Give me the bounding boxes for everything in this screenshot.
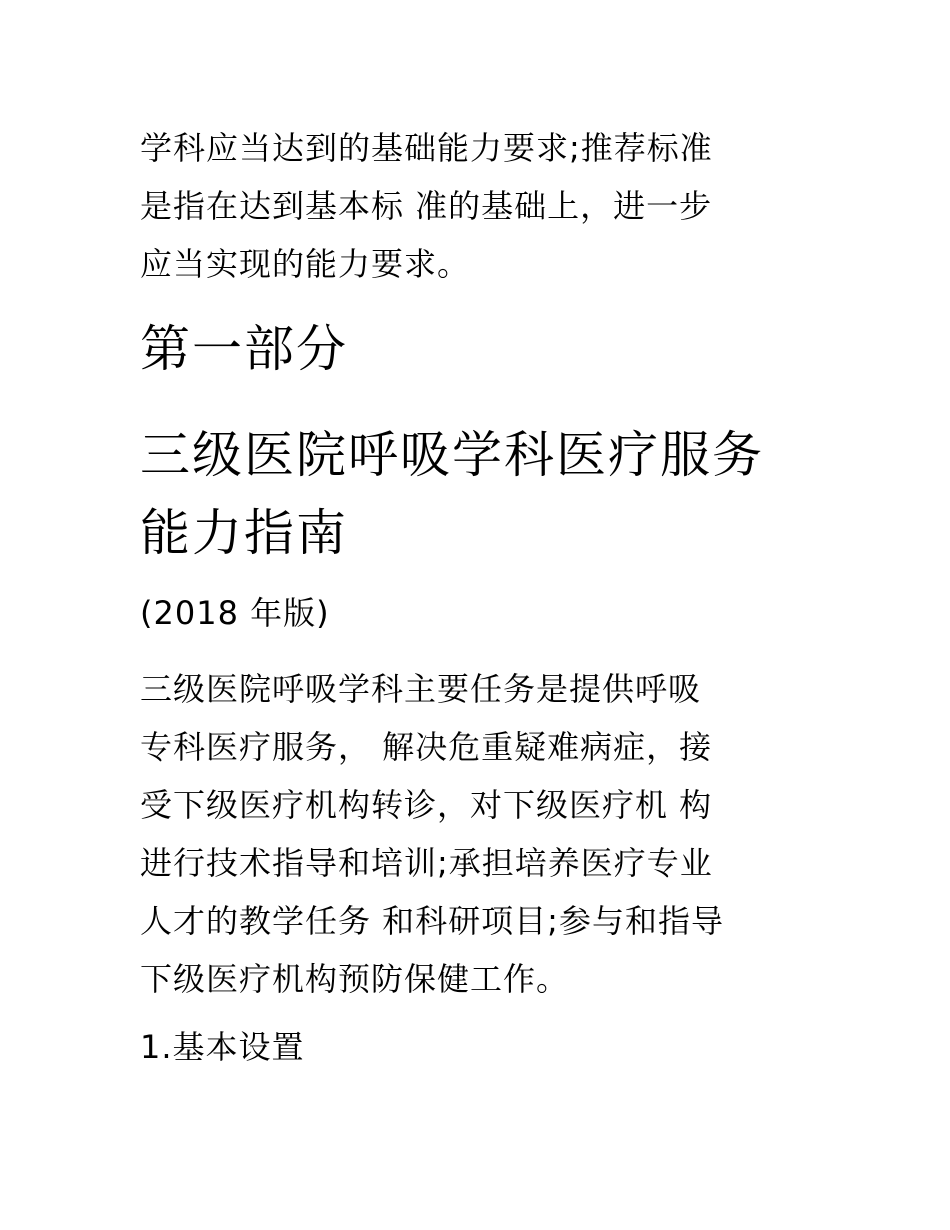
- paragraph-line: 下级医疗机构预防保健工作。: [140, 960, 570, 998]
- paragraph-line: 受下级医疗机构转诊，对下级医疗机 构: [140, 786, 713, 824]
- guide-title-line: 三级医院呼吸学科医疗服务: [140, 426, 764, 484]
- intro-paragraph: [140, 119, 713, 293]
- paragraph-line: 应当实现的能力要求。: [140, 245, 471, 283]
- paragraph-line: 专科医疗服务， 解决危重疑难病症，接: [140, 728, 713, 766]
- paragraph-line: 进行技术指导和培训;承担培养医疗专业: [140, 844, 713, 882]
- task-paragraph: [140, 660, 724, 1008]
- guide-title-line: 能力指南: [140, 504, 348, 562]
- edition-label: (2018 年版): [140, 594, 330, 632]
- section-heading: 1.基本设置: [140, 1028, 305, 1066]
- paragraph-line: 学科应当达到的基础能力要求;推荐标准: [140, 129, 713, 167]
- paragraph-line: 三级医院呼吸学科主要任务是提供呼吸: [140, 670, 702, 708]
- part-title: 第一部分: [140, 320, 348, 378]
- guide-title: [140, 416, 764, 572]
- paragraph-line: 是指在达到基本标 准的基础上，进一步: [140, 187, 713, 225]
- paragraph-line: 人才的教学任务 和科研项目;参与和指导: [140, 902, 724, 940]
